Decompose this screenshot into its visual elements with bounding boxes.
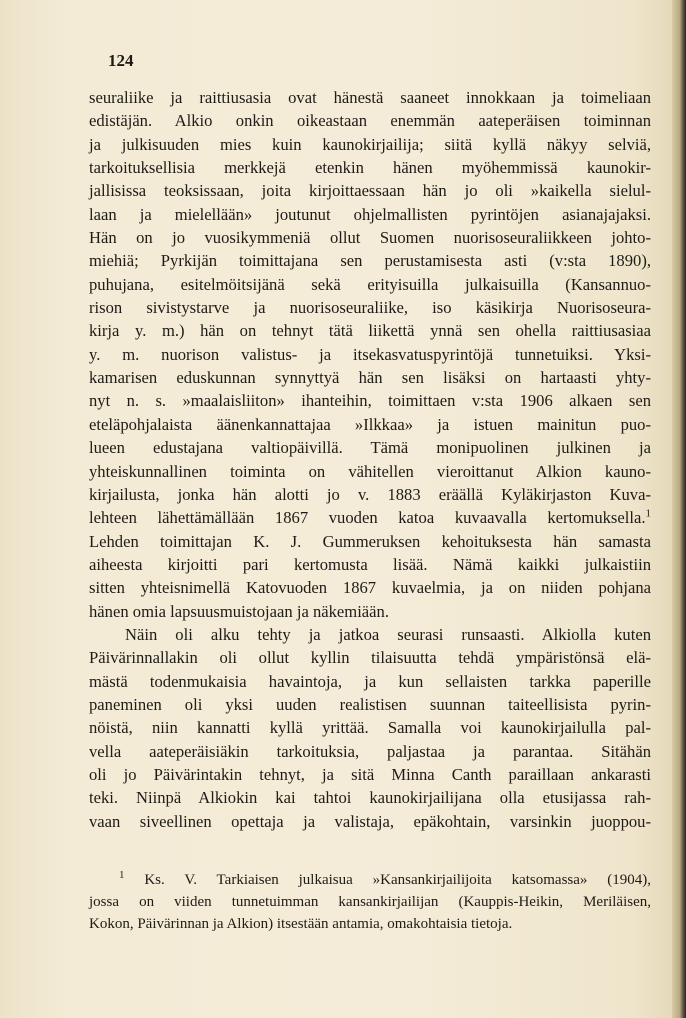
text-line: hänen omia lapsuusmuistojaan ja näkemiään.: [89, 601, 389, 621]
text-line: vaan siveellinen opettaja ja valistaja, epäkohtain, varsinkin juoppou-: [89, 811, 651, 831]
text-line: tarkoituksellisia merkkejä etenkin hänen myöhemmissä kaunokir-: [89, 158, 651, 178]
text-line: laan ja mielellään» joutunut ohjelmallisten pyrintöjen asianajajaksi.: [89, 204, 651, 224]
text-line: edistäjän. Alkio onkin oikeastaan enemmän aateperäisen toiminnan: [89, 111, 651, 131]
page-binding-edge: [672, 0, 686, 1018]
text-line: paneminen oli yksi uuden realistisen suunnan taiteellisista pyrin-: [89, 694, 651, 714]
main-text: [89, 86, 651, 833]
footnote-line-content: Ks. V. Tarkiaisen julkaisua »Kansankirjailijoita katsomassa» (1904),: [144, 872, 652, 888]
text-line: rison sivistystarve ja nuorisoseuraliike, iso käsikirja Nuorisoseura-: [89, 298, 651, 318]
text-line: jallisissa teoksissaan, joita kirjoittaessaan hän jo oli »kaikella sielul-: [89, 181, 651, 201]
text-line: puhujana, esitelmöitsijänä sekä erityisuilla julkaisuilla (Kansannuo-: [89, 274, 651, 294]
text-line-paragraph-start: Näin oli alku tehty ja jatkoa seurasi runsaasti. Alkiolla kuten: [125, 624, 651, 644]
text-line: miehiä; Pyrkijän toimittajana sen perustamisesta asti (v:sta 1890),: [89, 251, 651, 271]
text-line: kamarisen eduskunnan synnyttyä hän sen lisäksi on hartaasti yhty-: [89, 368, 651, 388]
footnote-marker: 1: [119, 869, 125, 881]
text-line: sitten yhteisnimellä Katovuoden 1867 kuvaelmia, ja on niiden pohjana: [89, 578, 651, 598]
text-line: nöistä, niin kannatti kyllä yrittää. Samalla voi kaunokirjailulla pal-: [89, 718, 651, 738]
footnote-reference: 1: [645, 507, 651, 520]
text-line: oli jo Päivärintakin tehnyt, ja sitä Minna Canth paraillaan ankarasti: [89, 764, 651, 784]
text-line-with-footnote: [89, 506, 651, 529]
text-line: seuraliike ja raittiusasia ovat hänestä saaneet innokkaan ja toimeliaan: [89, 88, 651, 107]
footnote: [89, 870, 651, 935]
text-line: Hän on jo vuosikymmeniä ollut Suomen nuorisoseuraliikkeen johto-: [89, 228, 651, 248]
text-line: teki. Niinpä Alkiokin kai tahtoi kaunokirjailijana olla etusijassa rah-: [89, 788, 651, 808]
text-line-content: lehteen lähettämällään 1867 vuoden katoa kuvaavalla kertomuksella.: [89, 508, 646, 528]
text-line: nyt n. s. »maalaisliiton» ihanteihin, toimittaen v:sta 1906 alkaen sen: [89, 391, 651, 411]
text-line: y. m. nuorison valistus- ja itsekasvatuspyrintöjä tunnetuiksi. Yksi-: [89, 344, 651, 364]
text-line: Päivärinnallakin oli ollut kyllin tilaisuutta tehdä ympäristönsä elä-: [89, 648, 651, 668]
footnote-line: jossa on viiden tunnetuimman kansankirjailijan (Kauppis-Heikin, Meriläisen,: [89, 893, 651, 910]
text-line: yhteiskunnallinen toiminta on vähitellen vieroittanut Alkion kauno-: [89, 461, 651, 481]
text-line: kirjailusta, jonka hän alotti jo v. 1883 eräällä Kyläkirjaston Kuva-: [89, 484, 651, 504]
text-line: mästä todenmukaisia havaintoja, ja kun sellaisten tarkka paperille: [89, 671, 651, 691]
text-line: kirja y. m.) hän on tehnyt tätä liikettä ynnä sen ohella raittiusasiaa: [89, 321, 651, 341]
text-line: ja julkisuuden mies kuin kaunokirjailija; siitä kyllä näkyy selviä,: [89, 134, 651, 154]
text-line: vella aateperäisiäkin tarkoituksia, paljastaa ja parantaa. Sitähän: [89, 741, 651, 761]
footnote-line: [89, 870, 651, 892]
text-line: eteläpohjalaista äänenkannattajaa »Ilkkaa» ja istuen mainitun puo-: [89, 414, 651, 434]
text-line: aiheesta kirjoitti pari kertomusta lisää. Nämä kaikki julkaistiin: [89, 554, 651, 574]
text-line: Lehden toimittajan K. J. Gummeruksen kehoituksesta hän samasta: [89, 531, 651, 551]
page-number: 124: [108, 51, 134, 70]
footnote-line: Kokon, Päivärinnan ja Alkion) itsestään antamia, omakohtaisia tietoja.: [89, 915, 513, 932]
text-line: lueen edustajana valtiopäivillä. Tämä monipuolinen julkinen ja: [89, 438, 651, 458]
